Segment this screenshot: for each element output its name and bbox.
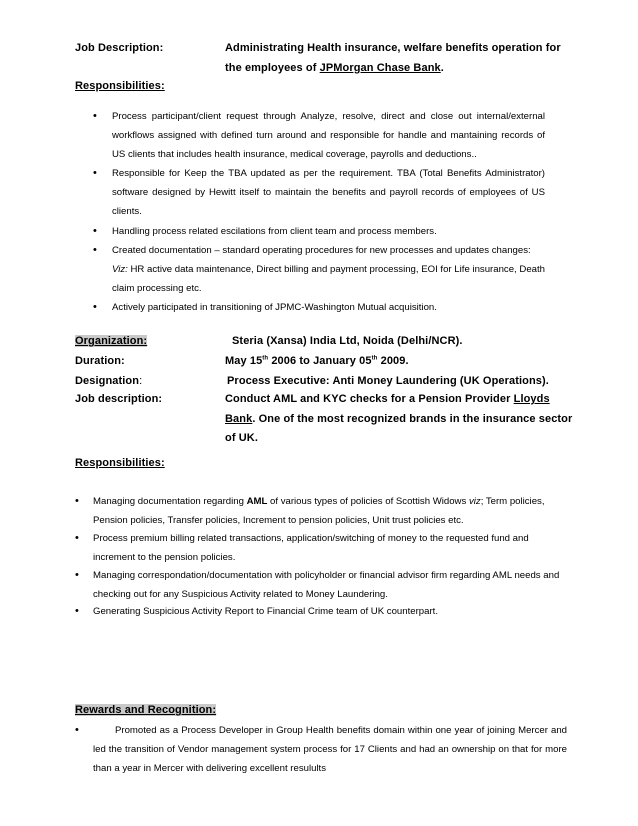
viz-text: HR active data maintenance, Direct billing and payment processing, EOI for Life insurance, Death claim processing etc.	[112, 264, 545, 294]
job1-company: JPMorgan Chase Bank	[319, 62, 441, 74]
bullet-icon: •	[75, 532, 79, 544]
list-item	[93, 107, 545, 164]
bullet-icon: •	[93, 225, 97, 237]
list-item	[75, 529, 565, 567]
resp2-item4: Generating Suspicious Activity Report to Financial Crime team of UK counterpart.	[93, 606, 438, 617]
resp1-item-text: Actively participated in transitioning of JPMC-Washington Mutual acquisition.	[112, 302, 437, 313]
resp2-heading: Responsibilities:	[75, 457, 165, 469]
viz-label: Viz:	[112, 264, 128, 275]
bullet-icon: •	[93, 301, 97, 313]
job1-value-line2	[225, 62, 444, 74]
job2-line1: Conduct AML and KYC checks for a Pension Provider Lloyds	[225, 393, 550, 405]
rewards-item1: Promoted as a Process Developer in Group Health benefits domain within one year of joining Mercer and led the transition of Vendor management system process for 17 Clients and had an ownership on that for more than a year in Mercer with delivering excellent resulults	[93, 725, 567, 774]
list-item	[75, 721, 567, 778]
job2-label: Job description:	[75, 393, 163, 405]
bullet-icon: •	[75, 605, 79, 617]
resp2-item2: Process premium billing related transactions, application/switching of money to the requested fund and increment to the pension policies.	[93, 533, 529, 563]
job1-value-line1: Administrating Health insurance, welfare benefits operation for	[225, 42, 561, 54]
org2-label: Organization:	[75, 335, 148, 347]
resp1-heading: Responsibilities:	[75, 80, 165, 92]
bullet-icon: •	[93, 167, 97, 179]
resp1-item-text: Handling process related escilations from client team and process members.	[112, 226, 437, 237]
org2-value: Steria (Xansa) India Ltd, Noida (Delhi/NCR).	[232, 335, 463, 347]
resp1-viz-line	[112, 260, 545, 298]
bullet-icon: •	[93, 110, 97, 122]
resp1-item-text: Responsible for Keep the TBA updated as per the requirement. TBA (Total Benefits Administrator) software designed by Hewitt itself to maintain the benefits and payroll records of employees of US clients.	[112, 168, 545, 217]
resp1-item-text: Process participant/client request through Analyze, resolve, direct and close out internal/external workflows assigned with defined turn around and responsible for handle and mantaining records of US clients that includes health insurance, medical coverage, payrolls and deductions..	[112, 111, 545, 160]
list-item	[75, 492, 565, 530]
job2-line2: Bank. One of the most recognized brands in the insurance sector	[225, 413, 573, 425]
resp2-item3: Managing correspondation/documentation with policyholder or financial advisor firm regarding AML needs and checking out for any Suspicious Activity related to Money Laundering.	[93, 570, 560, 600]
designation-label: Designation:	[75, 375, 143, 387]
list-item	[93, 164, 545, 221]
list-item	[93, 241, 545, 298]
designation-value: Process Executive: Anti Money Laundering (UK Operations).	[227, 375, 549, 387]
list-item	[75, 602, 565, 621]
bullet-icon: •	[93, 244, 97, 256]
resp1-item-text: Created documentation – standard operating procedures for new processes and updates changes:	[112, 245, 531, 256]
resp2-item1: Managing documentation regarding AML of various types of policies of Scottish Widows viz; Term policies, Pension policies, Transfer policies, Increment to pension policies, Unit trust policies etc.	[93, 496, 545, 526]
job2-line3: of UK.	[225, 432, 258, 444]
rewards-heading: Rewards and Recognition:	[75, 704, 217, 716]
list-item	[93, 222, 545, 241]
job1-line2-suffix: .	[440, 62, 444, 74]
list-item	[93, 298, 545, 317]
job1-label: Job Description:	[75, 42, 164, 54]
bullet-icon: •	[75, 724, 79, 736]
job1-line2-prefix: the employees of	[225, 62, 320, 74]
duration-label: Duration:	[75, 355, 125, 367]
list-item	[75, 566, 565, 604]
bullet-icon: •	[75, 569, 79, 581]
bullet-icon: •	[75, 495, 79, 507]
duration-value: May 15th 2006 to January 05th 2009.	[225, 355, 409, 367]
